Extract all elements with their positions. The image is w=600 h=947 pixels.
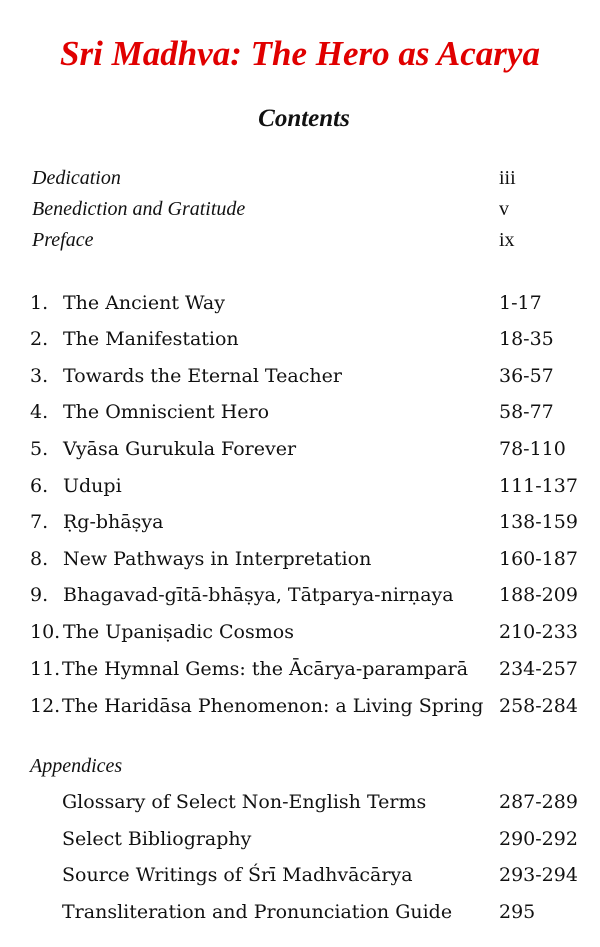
toc-entry-label: Benediction and Gratitude	[32, 198, 246, 220]
toc-chapter-12	[0, 691, 600, 721]
chapter-number: 8.	[30, 548, 49, 570]
chapter-number: 4.	[30, 401, 49, 423]
toc-appendix-source-writings	[0, 860, 600, 890]
chapter-title: Vyāsa Gurukula Forever	[63, 438, 297, 460]
chapter-number: 11.	[30, 658, 61, 680]
chapter-pages: 258-284	[499, 695, 578, 717]
toc-chapter-1	[0, 288, 600, 318]
chapter-number: 9.	[30, 584, 49, 606]
chapter-number: 1.	[30, 292, 49, 314]
book-title: Sri Madhva: The Hero as Acarya	[60, 34, 540, 73]
appendix-title: Glossary of Select Non-English Terms	[62, 791, 427, 813]
toc-chapter-3	[0, 361, 600, 391]
appendix-pages: 293-294	[499, 864, 578, 886]
chapter-pages: 111-137	[499, 475, 578, 497]
appendix-pages: 287-289	[499, 791, 578, 813]
chapter-title: The Manifestation	[63, 328, 239, 350]
toc-appendix-glossary	[0, 787, 600, 817]
contents-heading: Contents	[258, 105, 350, 132]
toc-entry-page: ix	[499, 229, 515, 251]
chapter-title: The Haridāsa Phenomenon: a Living Spring	[62, 695, 484, 717]
appendix-title: Source Writings of Śrī Madhvācārya	[62, 864, 413, 886]
toc-entry-label: Dedication	[32, 167, 121, 189]
chapter-pages: 188-209	[499, 584, 578, 606]
toc-entry-dedication	[0, 163, 600, 193]
chapter-number: 5.	[30, 438, 49, 460]
chapter-pages: 160-187	[499, 548, 578, 570]
toc-entry-label: Preface	[32, 229, 94, 251]
chapter-title: The Hymnal Gems: the Ācārya-paramparā	[62, 658, 469, 680]
appendix-title: Transliteration and Pronunciation Guide	[62, 901, 453, 923]
toc-chapter-9	[0, 580, 600, 610]
toc-chapter-6	[0, 471, 600, 501]
toc-chapter-2	[0, 324, 600, 354]
chapter-pages: 1-17	[499, 292, 542, 314]
chapter-pages: 138-159	[499, 511, 578, 533]
chapter-pages: 36-57	[499, 365, 554, 387]
chapter-title: Udupi	[63, 475, 122, 497]
chapter-number: 12.	[30, 695, 61, 717]
chapter-title: Ṛg-bhāṣya	[63, 511, 164, 533]
chapter-number: 2.	[30, 328, 49, 350]
chapter-title: The Omniscient Hero	[63, 401, 270, 423]
toc-chapter-4	[0, 397, 600, 427]
toc-entry-page: iii	[499, 167, 516, 189]
chapter-title: New Pathways in Interpretation	[63, 548, 372, 570]
appendices-heading: Appendices	[30, 755, 123, 777]
chapter-number: 10.	[30, 621, 61, 643]
chapter-pages: 58-77	[499, 401, 554, 423]
chapter-pages: 78-110	[499, 438, 566, 460]
chapter-number: 6.	[30, 475, 49, 497]
toc-chapter-10	[0, 617, 600, 647]
toc-entry-benediction	[0, 194, 600, 224]
toc-chapter-5	[0, 434, 600, 464]
appendix-pages: 290-292	[499, 828, 578, 850]
toc-chapter-7	[0, 507, 600, 537]
chapter-title: The Ancient Way	[63, 292, 225, 314]
appendix-title: Select Bibliography	[62, 828, 252, 850]
chapter-title: Towards the Eternal Teacher	[63, 365, 342, 387]
toc-entry-preface	[0, 225, 600, 255]
toc-appendix-bibliography	[0, 824, 600, 854]
appendix-pages: 295	[499, 901, 536, 923]
chapter-number: 7.	[30, 511, 49, 533]
toc-chapter-11	[0, 654, 600, 684]
chapter-pages: 18-35	[499, 328, 554, 350]
chapter-title: The Upaniṣadic Cosmos	[63, 621, 294, 643]
chapter-pages: 234-257	[499, 658, 578, 680]
chapter-pages: 210-233	[499, 621, 578, 643]
chapter-number: 3.	[30, 365, 49, 387]
chapter-title: Bhagavad-gītā-bhāṣya, Tātparya-nirṇaya	[63, 584, 454, 606]
toc-appendix-transliteration	[0, 897, 600, 927]
toc-entry-page: v	[499, 198, 509, 220]
toc-chapter-8	[0, 544, 600, 574]
